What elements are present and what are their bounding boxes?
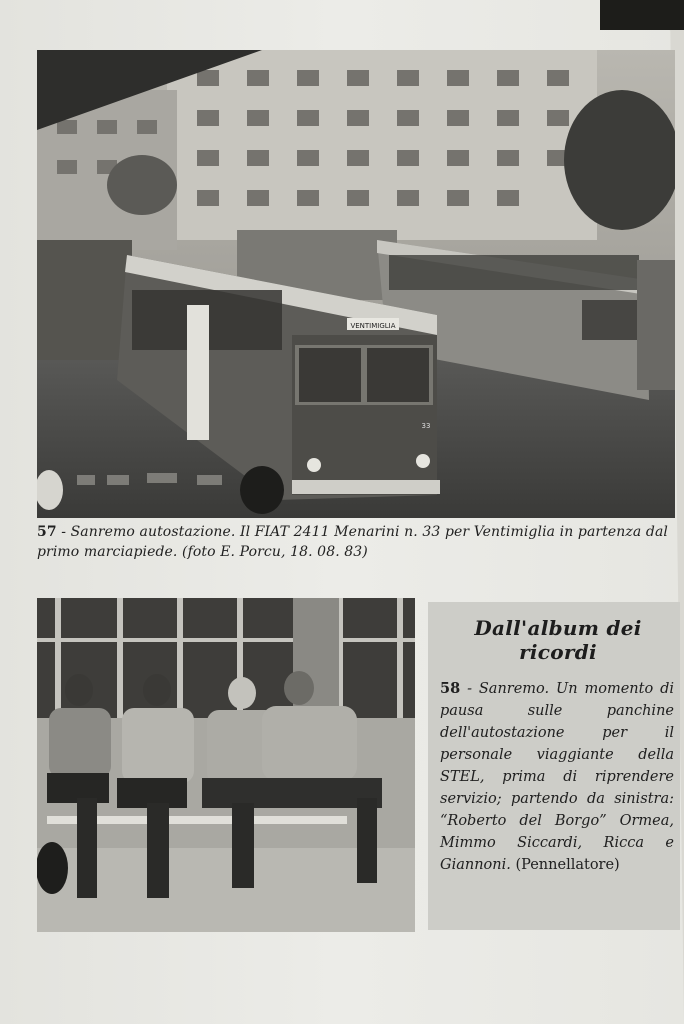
tree	[564, 90, 675, 230]
caption-58-number: 58	[440, 680, 461, 697]
staff-on-bench-photo	[37, 598, 415, 932]
caption-58-body	[440, 678, 674, 876]
caption-57-number: 57	[37, 524, 57, 540]
caption-58-text: - Sanremo. Un momento di pausa sulle panchine dell'autostazione per il personale viaggiante della STEL, prima di riprendere servizio; partendo da sinistra: “Roberto del Borgo” Ormea, Mimmo Siccardi, Ricca e Giannoni.	[440, 681, 674, 873]
photo-57-caption	[37, 522, 679, 562]
bus-station-photo	[37, 50, 675, 518]
caption-58-credit: (Pennellatore)	[515, 857, 620, 873]
album-heading: Dall'album dei ricordi	[474, 616, 642, 664]
bench-illustration	[37, 598, 415, 932]
photo-58-caption-box	[428, 602, 680, 930]
caption-57-text: - Sanremo autostazione. Il FIAT 2411 Menarini n. 33 per Ventimiglia in partenza dal primo marciapiede. (foto E. Porcu, 18. 08. 83)	[37, 524, 668, 560]
building-facade	[167, 50, 597, 240]
bus-destination-sign: VENTIMIGLIA	[350, 322, 396, 330]
bus-number-label: 33	[421, 422, 431, 430]
bus-station-illustration	[37, 50, 675, 518]
background-edge	[600, 0, 684, 30]
